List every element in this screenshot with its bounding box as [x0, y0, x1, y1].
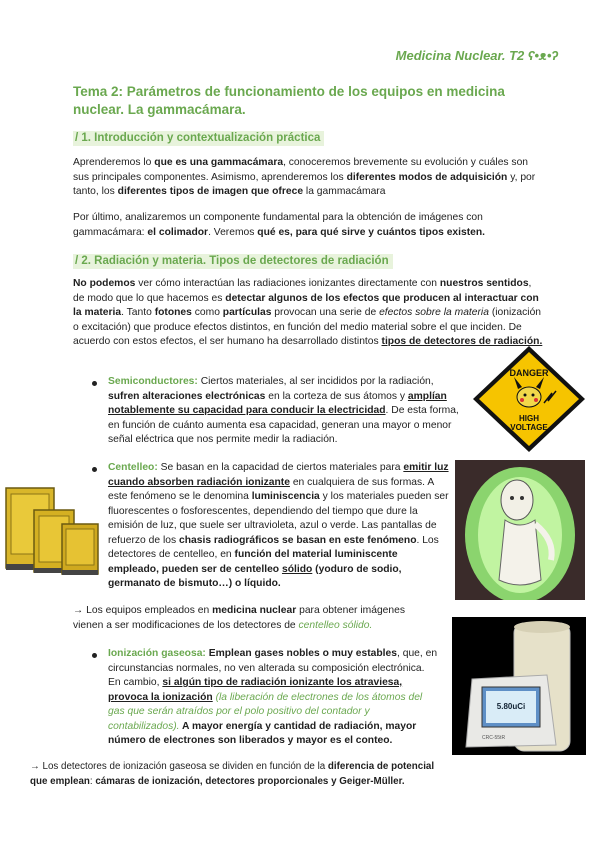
text-run: Se basan en la capacidad de ciertos materiales para	[157, 462, 404, 473]
text-run: (ionización o excitación) que produce efectos distintos, en función del medio material sobre el que inciden. De acuerdo con estos efectos, el ser humano ha desarrollado distintos	[73, 307, 542, 347]
text-run: Aprenderemos lo	[73, 157, 155, 168]
section-heading-text: / 1. Introducción y contextualización práctica	[73, 131, 324, 146]
text-run: en la corteza de sus átomos y	[265, 390, 408, 402]
meter-brand: CRC-55tR	[482, 735, 506, 741]
bold-run: (yoduro de sodio, germanato de bismuto…) o líquido.	[108, 563, 402, 589]
danger-sign-icon	[470, 343, 588, 455]
text-run: para obtener imágenes vienen a ser modificaciones de los detectores de	[73, 605, 405, 631]
green-italic-run: centelleo sólido.	[298, 619, 373, 631]
bold-run: el colimador	[147, 226, 209, 238]
green-italic-run: (la liberación de electrones de los átomos del gas que serán atraídos por el polo positivo del contador y contabilizados).	[108, 691, 423, 732]
dose-calibrator-image	[452, 617, 586, 755]
bold-run: cámaras de ionización, detectores proporcionales y Geiger-Müller.	[95, 775, 405, 787]
bullet-dot	[92, 653, 97, 658]
bullet-label: Centelleo:	[108, 462, 158, 473]
text-run: , que, en circunstancias normales, no ven alterada su composición electrónica. En cambio,	[108, 648, 438, 688]
bold-run: función del material luminiscente empleado, pueden ser de centelleo	[108, 549, 398, 575]
gas-detectors-note	[30, 760, 450, 789]
text-run: . Tanto	[121, 307, 155, 318]
text-run: . De esta forma, en función de cuánto aumenta esa capacidad, generan una mayor o menor señal eléctrica que nos permite medir la radiación.	[108, 405, 459, 445]
cassettes-icon	[4, 484, 107, 579]
section-1-paragraph-2	[73, 211, 541, 240]
nuclear-medicine-note	[73, 604, 438, 633]
text-run: , conoceremos brevemente su evolución y cuáles son sus principales componentes. Asimismo, aprenderemos los	[73, 157, 529, 183]
glowing-figure-icon	[455, 460, 585, 600]
section-heading-text: / 2. Radiación y materia. Tipos de detectores de radiación	[73, 254, 393, 269]
danger-high-voltage-sign	[470, 343, 588, 455]
bold-run: nuestros sentidos	[439, 278, 529, 289]
bold-underline-run: sólido	[281, 563, 313, 575]
bold-run: luminiscencia	[251, 491, 320, 502]
bold-run: detectar algunos de los efectos que producen al interactuar con la materia	[73, 292, 539, 318]
voltage-text: VOLTAGE	[510, 423, 548, 432]
bullet-ionizacion-gaseosa	[108, 647, 438, 749]
bullet-label: Semiconductores:	[108, 376, 198, 387]
text-run: → Los detectores de ionización gaseosa se dividen en función de la	[30, 761, 328, 772]
bold-underline-run: emitir luz cuando absorben radiación ionizante	[108, 462, 449, 488]
bold-run: qué es, para qué sirve y cuántos tipos existen.	[257, 226, 486, 238]
bold-run: A mayor energía y cantidad de radiación, mayor número de electrones son liberados y mayor es el conteo.	[108, 720, 417, 746]
bullet-label: Ionización gaseosa:	[108, 648, 206, 659]
text-run: ver cómo interactúan las radiaciones ionizantes directamente con	[135, 278, 440, 289]
text-run: . Veremos	[208, 226, 258, 238]
text-run: provocan una serie de	[271, 307, 380, 318]
bold-run: Emplean	[205, 648, 255, 659]
text-run: . Los detectores de centelleo, en	[108, 534, 439, 560]
danger-text: DANGER	[509, 368, 549, 378]
page-title: Tema 2: Parámetros de funcionamiento de los equipos en medicina nuclear. La gammacámara.	[73, 84, 505, 117]
text-run: Por último, analizaremos un componente fundamental para la obtención de imágenes con gammacámara:	[73, 212, 483, 238]
bold-run: partículas	[222, 307, 272, 318]
text-run: y, por tanto, los	[73, 171, 536, 197]
bullet-dot	[92, 381, 97, 386]
bullet-semiconductores	[108, 375, 460, 448]
section-2-paragraph-1	[73, 277, 543, 350]
high-text: HIGH	[519, 414, 539, 423]
radiographic-cassettes-image	[4, 484, 107, 579]
bold-run: se basan en este fenómeno	[279, 534, 417, 546]
bold-underline-run: tipos de detectores de radiación.	[381, 336, 543, 347]
bold-run: No podemos	[73, 278, 136, 289]
glowing-character-image	[455, 460, 585, 600]
text-run: en cualquiera de sus formas. A este fenómeno se le denomina	[108, 476, 434, 502]
bold-run: chasis radiográficos	[178, 534, 280, 546]
document-header: Medicina Nuclear. T2 ʕ•ᴥ•ʔ	[395, 48, 558, 63]
bold-run: diferencia de potencial que emplean	[30, 761, 435, 787]
text-run: , de modo que lo que hacemos es	[73, 278, 532, 304]
text-run: → Los equipos empleados en	[73, 605, 213, 616]
bullet-centelleo	[108, 461, 450, 592]
bold-underline-run: amplían notablemente su capacidad para conducir la electricidad	[108, 390, 447, 416]
text-run: la gammacámara	[303, 186, 386, 197]
text-run: y los materiales pueden ser fluorescentes o fosforescentes, dependiendo del tiempo que dure la emisión de luz, que suele ser ultravioleta, azul o verde. Las pantallas de refuerzo de los	[108, 491, 449, 546]
section-2-heading	[73, 251, 393, 269]
italic-run: efectos sobre la materia	[379, 307, 489, 318]
text-run: :	[89, 775, 96, 787]
text-run: como	[191, 307, 223, 318]
section-1-heading	[73, 128, 324, 146]
bullet-dot	[92, 467, 97, 472]
meter-reading: 5.80uCi	[496, 702, 526, 711]
section-1-paragraph-1	[73, 156, 541, 200]
bold-run: que es una gammacámara	[154, 157, 284, 168]
bold-run: diferentes tipos de imagen que ofrece	[117, 186, 304, 197]
bold-run: medicina nuclear	[212, 605, 297, 616]
bold-run: gases nobles o muy estables	[254, 648, 397, 659]
text-run: Ciertos materiales, al ser incididos por la radiación,	[197, 376, 434, 387]
bold-underline-run: si algún tipo de radiación ionizante los atraviesa, provoca la ionización	[108, 677, 403, 703]
bold-run: fotones	[154, 307, 192, 318]
bold-run: diferentes modos de adquisición	[346, 171, 508, 183]
dose-calibrator-icon	[452, 617, 586, 755]
bold-run: sufren alteraciones electrónicas	[108, 390, 266, 402]
